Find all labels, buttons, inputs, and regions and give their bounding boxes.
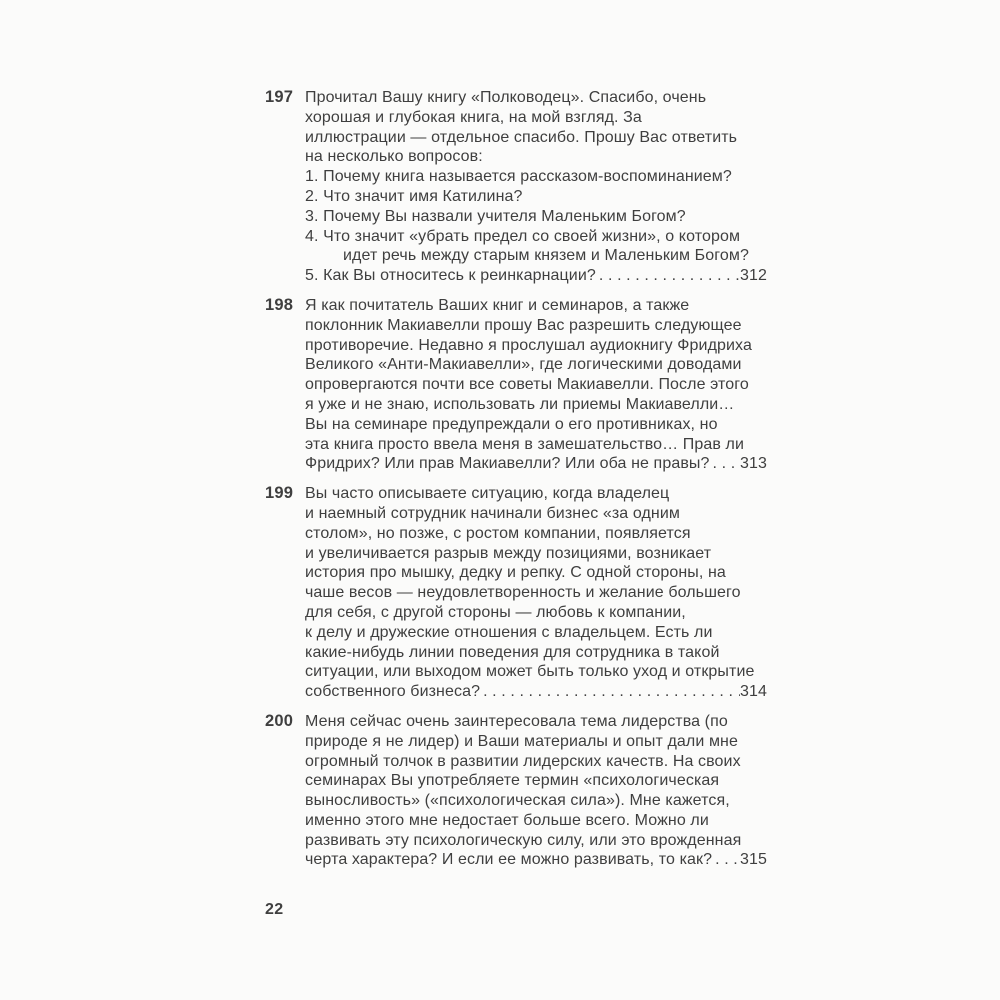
entry-line: я уже и не знаю, использовать ли приемы Макиавелли…: [305, 395, 735, 413]
entry-line: на несколько вопросов:: [305, 148, 483, 166]
entry-line: Вы часто описываете ситуацию, когда владелец: [305, 485, 670, 503]
entry-line: выносливость» («психологическая сила»). Мне кажется,: [305, 792, 730, 810]
entry-line: [305, 266, 767, 286]
entry-line-text: Фридрих? Или прав Макиавелли? Или оба не правы?: [305, 455, 710, 473]
entry-line: 4. Что значит «убрать предел со своей жизни», о котором: [305, 227, 741, 245]
entry-line: история про мышку, дедку и репку. С одной стороны, на: [305, 564, 726, 582]
entry-line: Меня сейчас очень заинтересовала тема лидерства (по: [305, 712, 728, 730]
entry-line-text: собственного бизнеса?: [305, 683, 481, 701]
entry-number: 198: [265, 295, 294, 314]
toc-entry: [265, 296, 767, 474]
entry-page-ref: 312: [740, 267, 767, 285]
entry-line: Великого «Анти-Макиавелли», где логическими доводами: [305, 356, 742, 374]
entry-line: поклонник Макиавелли прошу Вас разрешить следующее: [305, 316, 742, 334]
entry-line: Я как почитатель Ваших книг и семинаров, а также: [305, 296, 690, 314]
entry-line: 1. Почему книга называется рассказом-воспоминанием?: [305, 168, 732, 186]
entry-page-ref: 315: [740, 851, 767, 869]
entry-line: 2. Что значит имя Катилина?: [305, 187, 523, 205]
entry-line: чаше весов — неудовлетворенность и желание большего: [305, 584, 741, 602]
page-folio: 22: [265, 901, 284, 918]
entry-line: семинарах Вы употребляете термин «психологическая: [305, 772, 720, 790]
toc-entry: [265, 712, 767, 870]
entry-line: 3. Почему Вы назвали учителя Маленьким Богом?: [305, 207, 686, 225]
entry-line: какие-нибудь линии поведения для сотрудника в такой: [305, 643, 720, 661]
entry-line: развивать эту психологическую силу, или это врожденная: [305, 831, 742, 849]
entry-line: столом», но позже, с ростом компании, появляется: [305, 524, 691, 542]
entry-line: и увеличивается разрыв между позициями, возникает: [305, 544, 712, 562]
entry-number: 197: [265, 88, 294, 106]
entry-line: природе я не лидер) и Ваши материалы и опыт дали мне: [305, 732, 738, 750]
entry-line: противоречие. Недавно я прослушал аудиокнигу Фридриха: [305, 336, 752, 354]
dot-leader: [712, 850, 740, 870]
entry-line: опровергаются почти все советы Макиавелли. После этого: [305, 376, 749, 394]
entry-text-block: [305, 484, 767, 702]
entry-page-ref: 313: [740, 455, 767, 473]
entry-line: идет речь между старым князем и Маленьким Богом?: [343, 247, 749, 265]
entry-line: и наемный сотрудник начинали бизнес «за одним: [305, 504, 680, 522]
dot-leader: [480, 682, 740, 702]
entry-line: эта книга просто ввела меня в замешательство… Прав ли: [305, 435, 745, 453]
entry-text-block: [305, 712, 767, 870]
entry-line: ситуации, или выходом может быть только уход и открытие: [305, 663, 755, 681]
entry-line: хорошая и глубокая книга, на мой взгляд. За: [305, 108, 642, 126]
entry-line: иллюстрации — отдельное спасибо. Прошу Вас ответить: [305, 128, 738, 146]
entry-line: Вы на семинаре предупреждали о его противниках, но: [305, 415, 718, 433]
entry-number: 199: [265, 484, 294, 503]
entry-line: [305, 454, 767, 474]
entry-line-text: 5. Как Вы относитесь к реинкарнации?: [305, 267, 596, 285]
toc-entry: [265, 88, 767, 286]
entry-line: огромный толчок в развитии лидерских качеств. На своих: [305, 752, 741, 770]
toc-entries: [265, 88, 767, 880]
entry-text-block: [305, 88, 767, 286]
entry-line: [305, 682, 767, 702]
entry-line-text: черта характера? И если ее можно развивать, то как?: [305, 851, 713, 869]
entry-line: к делу и дружеские отношения с владельцем. Есть ли: [305, 623, 713, 641]
entry-line: Прочитал Вашу книгу «Полководец». Спасибо, очень: [305, 89, 707, 106]
entry-line: [305, 850, 767, 870]
dot-leader: [596, 266, 740, 286]
dot-leader: [710, 454, 740, 474]
entry-text-block: [305, 296, 767, 474]
toc-entry: [265, 484, 767, 702]
entry-page-ref: 314: [740, 683, 767, 701]
entry-line: для себя, с другой стороны — любовь к компании,: [305, 603, 686, 621]
entry-number: 200: [265, 711, 294, 730]
entry-line: именно этого мне недостает больше всего. Можно ли: [305, 811, 709, 829]
